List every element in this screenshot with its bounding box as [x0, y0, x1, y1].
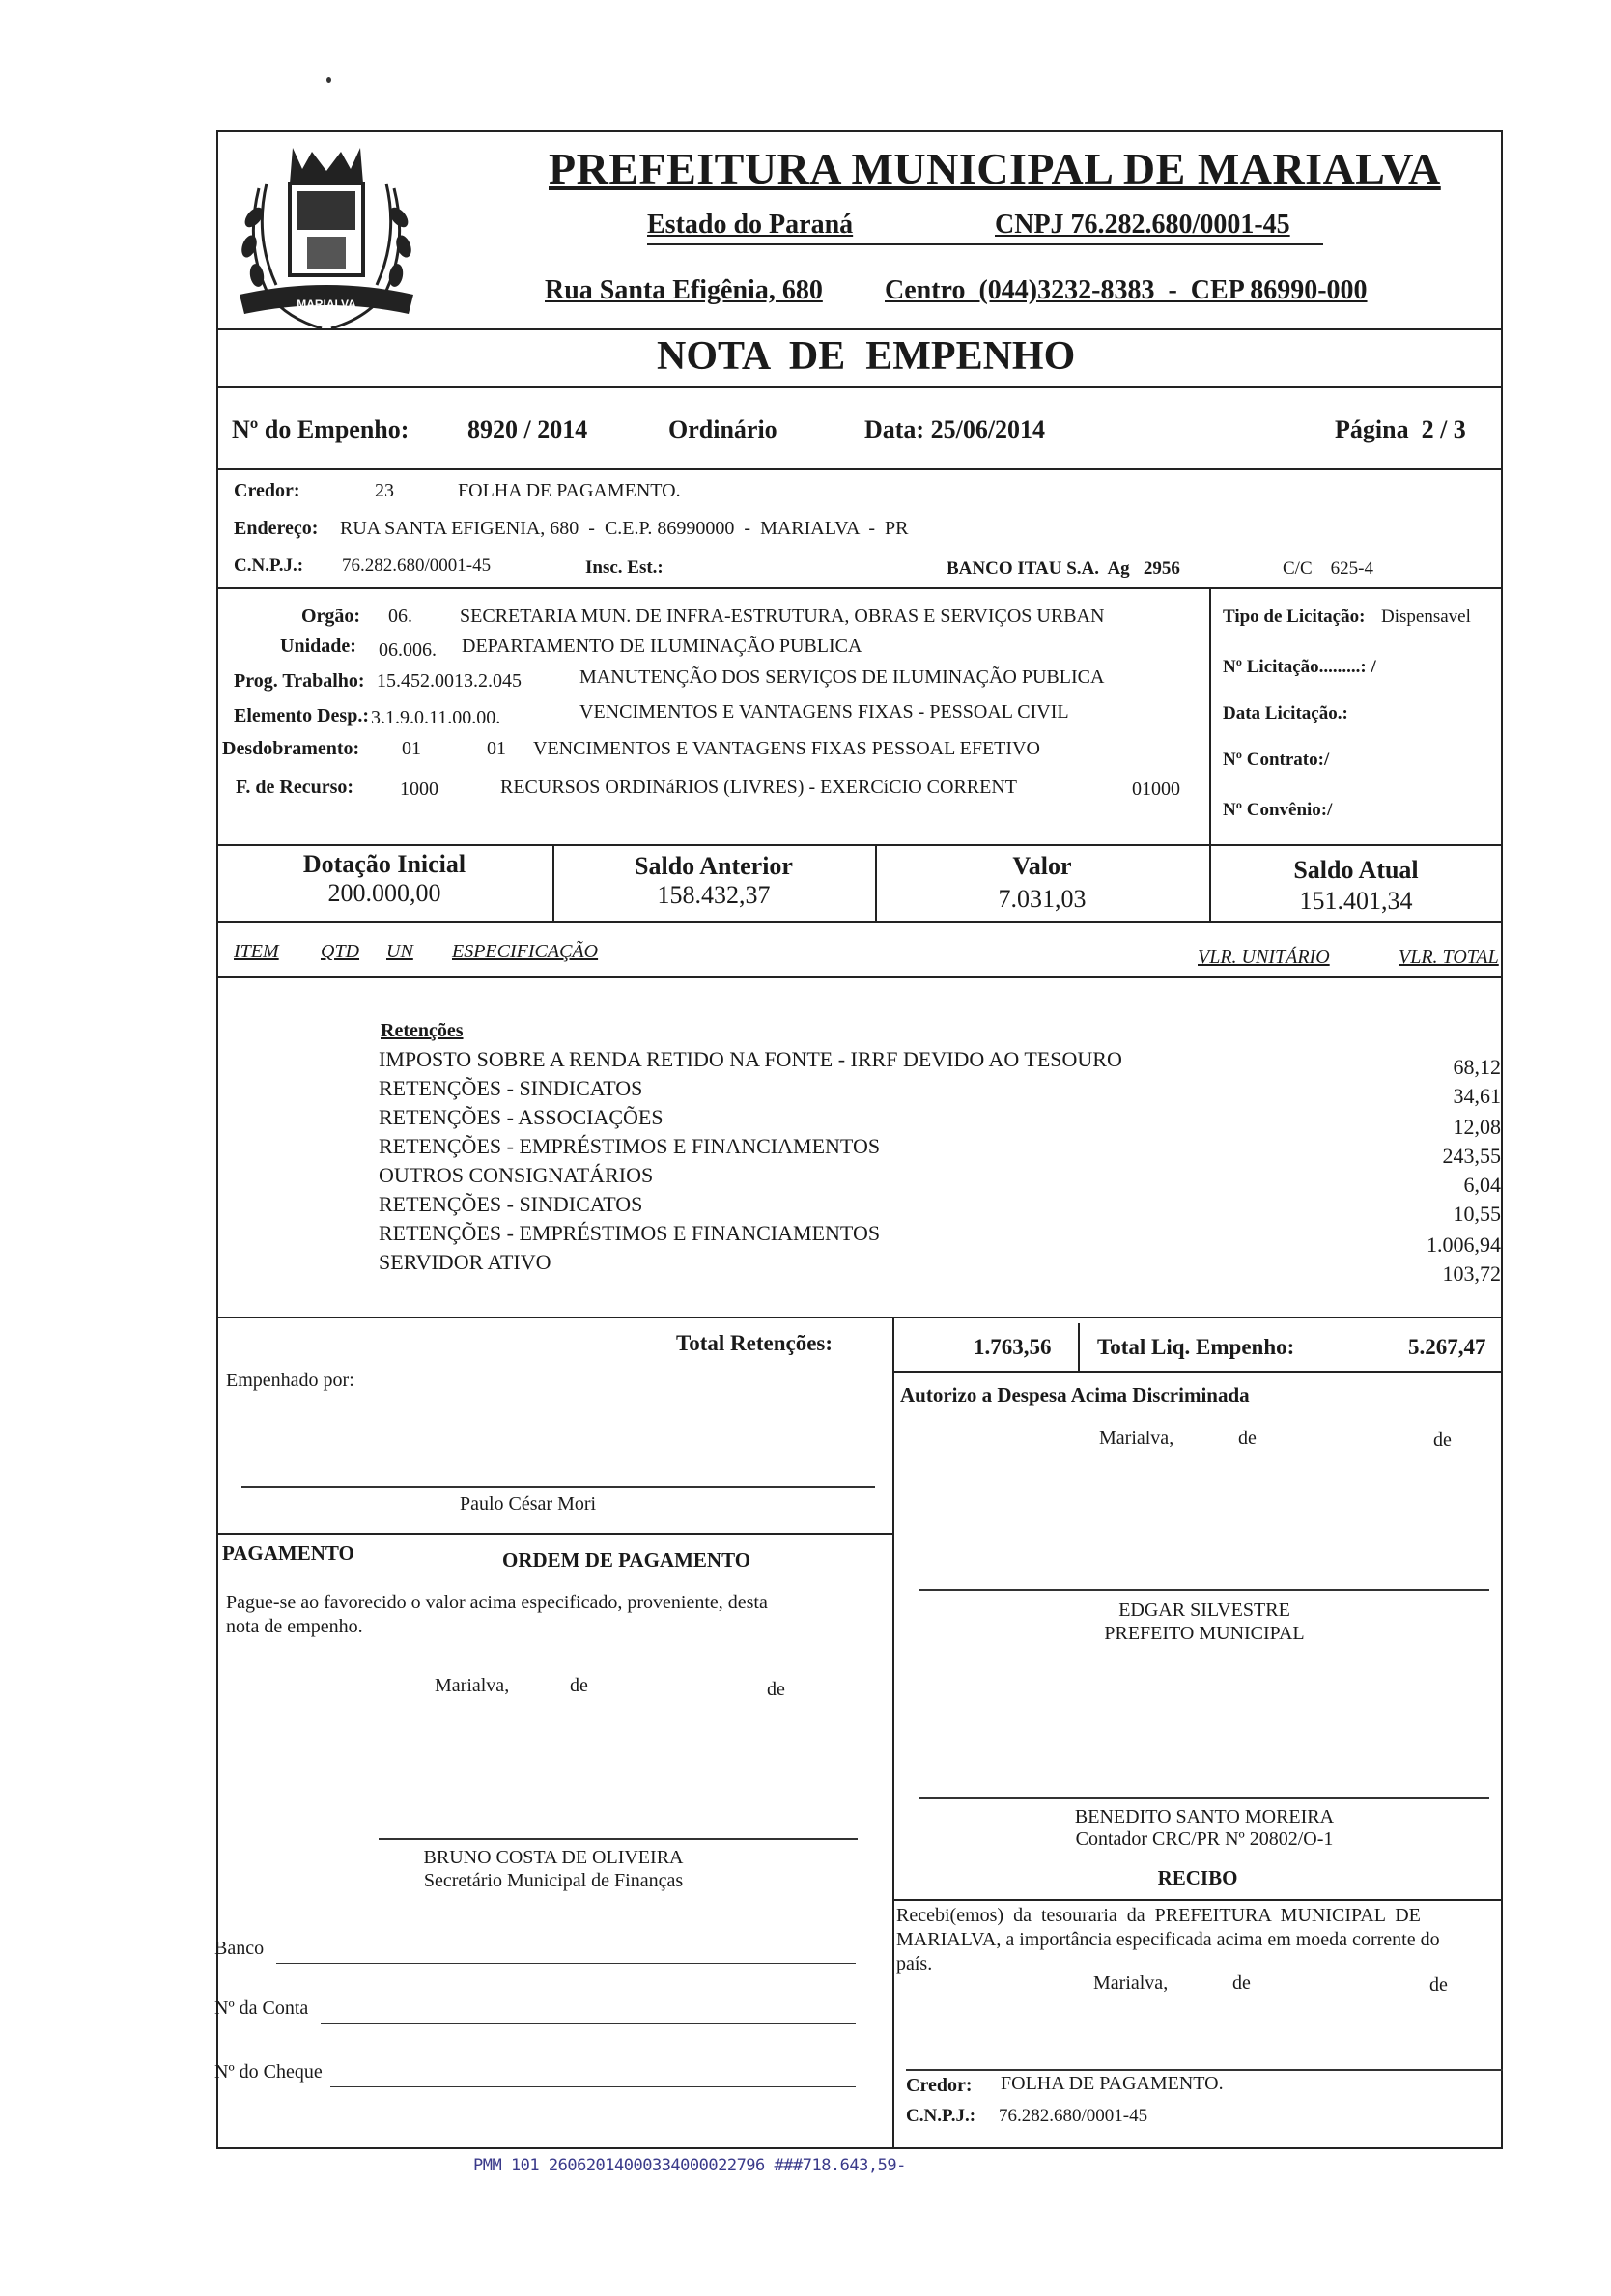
- saldo-anterior-label: Saldo Anterior: [635, 852, 793, 880]
- desdobramento-b: 01: [487, 738, 506, 759]
- ordem-pagamento-label: ORDEM DE PAGAMENTO: [502, 1548, 751, 1572]
- valor-value: 7.031,03: [998, 885, 1087, 913]
- recurso-desc: RECURSOS ORDINáRIOS (LIVRES) - EXERCíCIO CORRENT: [500, 777, 1018, 798]
- retencao-value: 1.006,94: [1427, 1233, 1501, 1257]
- retencoes-title: Retenções: [381, 1020, 464, 1041]
- header-district: Centro (044)3232-8383 - CEP 86990-000: [885, 275, 1368, 305]
- orgao-code: 06.: [388, 606, 412, 627]
- signature-line: [919, 1797, 1489, 1799]
- recurso-label: F. de Recurso:: [236, 777, 354, 798]
- saldo-atual-label: Saldo Atual: [1293, 856, 1419, 884]
- retencao-desc: RETENÇÕES - SINDICATOS: [379, 1076, 643, 1100]
- unidade-label: Unidade:: [280, 636, 356, 657]
- credor-label: Credor:: [234, 480, 300, 501]
- cheque-label: Nº do Cheque: [214, 2061, 323, 2083]
- divider: [216, 921, 1503, 923]
- svg-text:MARIALVA: MARIALVA: [297, 298, 356, 311]
- recibo-text-3: país.: [896, 1953, 933, 1974]
- insc-label: Insc. Est.:: [585, 557, 664, 578]
- doc-title: NOTA DE EMPENHO: [657, 334, 1076, 379]
- signer-paulo: Paulo César Mori: [460, 1493, 597, 1515]
- licitacao-tipo-label: Tipo de Licitação:: [1223, 607, 1366, 627]
- licitacao-numero: Nº Licitação.........: /: [1223, 657, 1376, 677]
- cheque-line: [330, 2086, 856, 2087]
- empenho-type: Ordinário: [668, 415, 777, 443]
- credor-code: 23: [375, 480, 394, 501]
- header-cnpj: CNPJ 76.282.680/0001-45: [995, 210, 1290, 240]
- divider: [216, 1317, 1503, 1318]
- scan-mark: [326, 77, 331, 83]
- signer-edgar: EDGAR SILVESTRE: [1118, 1600, 1290, 1621]
- recurso-code2: 01000: [1132, 779, 1180, 800]
- orgao-desc: SECRETARIA MUN. DE INFRA-ESTRUTURA, OBRAS E SERVIÇOS URBAN: [460, 606, 1105, 627]
- retencao-value: 12,08: [1453, 1115, 1501, 1139]
- divider-vertical: [892, 1317, 894, 1371]
- divider: [216, 976, 1503, 978]
- empenho-date: Data: 25/06/2014: [864, 415, 1046, 443]
- prog-desc: MANUTENÇÃO DOS SERVIÇOS DE ILUMINAÇÃO PUBLICA: [579, 666, 1105, 688]
- banco-line: [276, 1963, 856, 1964]
- recibo-credor-label: Credor:: [906, 2075, 973, 2096]
- signature-line: [919, 1589, 1489, 1591]
- pague-city: Marialva,: [435, 1675, 510, 1696]
- divider: [216, 328, 1503, 330]
- divider: [216, 468, 1503, 470]
- col-qtd: QTD: [321, 941, 360, 962]
- header-title: PREFEITURA MUNICIPAL DE MARIALVA: [549, 144, 1441, 193]
- pague-de-1: de: [570, 1675, 588, 1696]
- banco-label: Banco: [214, 1938, 265, 1959]
- retencao-value: 103,72: [1442, 1261, 1501, 1286]
- dotacao-inicial-value: 200.000,00: [327, 879, 441, 907]
- retencao-desc: RETENÇÕES - EMPRÉSTIMOS E FINANCIAMENTOS: [379, 1134, 881, 1158]
- col-vlr-unitario: VLR. UNITÁRIO: [1198, 947, 1330, 968]
- retencao-value: 243,55: [1442, 1144, 1501, 1168]
- retencao-desc: IMPOSTO SOBRE A RENDA RETIDO NA FONTE - IRRF DEVIDO AO TESOURO: [379, 1047, 1122, 1071]
- banco-value: BANCO ITAU S.A. Ag 2956: [947, 558, 1180, 579]
- signer-contador: Contador CRC/PR Nº 20802/O-1: [1075, 1828, 1334, 1850]
- retencao-desc: RETENÇÕES - SINDICATOS: [379, 1192, 643, 1216]
- autorizo-city: Marialva,: [1099, 1428, 1174, 1449]
- signer-secretario: Secretário Municipal de Finanças: [423, 1870, 684, 1891]
- cnpj-label: C.N.P.J.:: [234, 555, 304, 576]
- pague-text-2: nota de empenho.: [226, 1616, 363, 1637]
- signer-prefeito: PREFEITO MUNICIPAL: [1104, 1623, 1305, 1644]
- retencao-value: 68,12: [1453, 1055, 1501, 1079]
- footer-code: PMM 101 26062014000334000022796 ###718.643,59-: [473, 2156, 906, 2175]
- empenhado-por-label: Empenhado por:: [226, 1370, 354, 1391]
- retencao-value: 6,04: [1463, 1173, 1501, 1197]
- divider: [216, 587, 1503, 589]
- recurso-code: 1000: [400, 779, 438, 800]
- autorizo-de-1: de: [1238, 1428, 1257, 1449]
- divider-vertical: [1209, 587, 1211, 844]
- divider: [216, 1533, 893, 1535]
- recibo-title: RECIBO: [1157, 1866, 1238, 1889]
- empenho-number: 8920 / 2014: [467, 415, 588, 443]
- saldo-atual-value: 151.401,34: [1299, 887, 1413, 915]
- unidade-desc: DEPARTAMENTO DE ILUMINAÇÃO PUBLICA: [462, 636, 862, 657]
- coat-of-arms-icon: [230, 130, 423, 338]
- total-liquido-value: 5.267,47: [1408, 1335, 1486, 1359]
- recibo-de-2: de: [1429, 1974, 1448, 1996]
- total-liquido-label: Total Liq. Empenho:: [1097, 1335, 1295, 1359]
- recibo-text-2: MARIALVA, a importância especificada acima em moeda corrente do: [896, 1929, 1440, 1950]
- licitacao-convenio: Nº Convênio:/: [1223, 800, 1333, 820]
- recibo-text-1: Recebi(emos) da tesouraria da PREFEITURA MUNICIPAL DE: [896, 1905, 1421, 1926]
- header-address: Rua Santa Efigênia, 680: [545, 275, 823, 305]
- empenho-label: Nº do Empenho:: [232, 415, 410, 443]
- cnpj-value: 76.282.680/0001-45: [342, 555, 492, 576]
- orgao-label: Orgão:: [301, 606, 361, 627]
- autorizo-de-2: de: [1433, 1430, 1452, 1451]
- divider: [892, 1371, 1503, 1373]
- retencao-value: 34,61: [1453, 1084, 1501, 1108]
- col-especificacao: ESPECIFICAÇÃO: [452, 941, 599, 962]
- saldo-anterior-value: 158.432,37: [657, 881, 771, 909]
- col-vlr-total: VLR. TOTAL: [1399, 947, 1499, 968]
- signer-benedito: BENEDITO SANTO MOREIRA: [1074, 1806, 1335, 1828]
- header-state: Estado do Paraná: [647, 210, 854, 240]
- autorizo-label: Autorizo a Despesa Acima Discriminada: [900, 1383, 1250, 1406]
- cc-value: C/C 625-4: [1283, 558, 1373, 579]
- retencao-desc: RETENÇÕES - EMPRÉSTIMOS E FINANCIAMENTOS: [379, 1221, 881, 1245]
- header-underline: [647, 243, 1323, 245]
- signature-line: [379, 1838, 858, 1840]
- recibo-cnpj-value: 76.282.680/0001-45: [999, 2106, 1148, 2126]
- divider: [216, 386, 1503, 388]
- divider-vertical: [1078, 1323, 1080, 1371]
- endereco-label: Endereço:: [234, 518, 319, 539]
- divider-vertical: [892, 1371, 894, 1533]
- recibo-city: Marialva,: [1093, 1972, 1169, 1994]
- signature-line: [906, 2069, 1503, 2071]
- credor-name: FOLHA DE PAGAMENTO.: [458, 480, 681, 501]
- licitacao-contrato: Nº Contrato:/: [1223, 750, 1330, 770]
- total-retencoes-value: 1.763,56: [974, 1335, 1052, 1359]
- prog-code: 15.452.0013.2.045: [377, 670, 522, 692]
- valor-label: Valor: [1012, 852, 1072, 880]
- desdobramento-a: 01: [402, 738, 421, 759]
- signature-line: [241, 1486, 875, 1488]
- divider: [892, 1899, 1503, 1901]
- conta-label: Nº da Conta: [214, 1998, 309, 2019]
- desdobramento-desc: VENCIMENTOS E VANTAGENS FIXAS PESSOAL EFETIVO: [533, 738, 1040, 759]
- divider-vertical: [892, 1533, 894, 2149]
- endereco-value: RUA SANTA EFIGENIA, 680 - C.E.P. 86990000 - MARIALVA - PR: [340, 518, 909, 539]
- elemento-code: 3.1.9.0.11.00.00.: [371, 707, 501, 728]
- prog-label: Prog. Trabalho:: [234, 670, 365, 692]
- unidade-code: 06.006.: [379, 639, 437, 661]
- pagamento-label: PAGAMENTO: [222, 1542, 354, 1565]
- signer-bruno: BRUNO COSTA DE OLIVEIRA: [423, 1847, 684, 1868]
- dotacao-inicial-label: Dotação Inicial: [302, 850, 466, 878]
- elemento-label: Elemento Desp.:: [234, 705, 369, 726]
- retencao-desc: SERVIDOR ATIVO: [379, 1250, 551, 1274]
- licitacao-data: Data Licitação.:: [1223, 703, 1348, 723]
- recibo-de-1: de: [1232, 1972, 1251, 1994]
- retencao-desc: OUTROS CONSIGNATÁRIOS: [379, 1163, 654, 1187]
- total-retencoes-label: Total Retenções:: [676, 1331, 834, 1355]
- page-number: Página 2 / 3: [1335, 415, 1466, 443]
- conta-line: [321, 2023, 856, 2024]
- licitacao-tipo-value: Dispensavel: [1381, 607, 1471, 627]
- retencao-value: 10,55: [1453, 1202, 1501, 1226]
- recibo-credor-name: FOLHA DE PAGAMENTO.: [1001, 2073, 1224, 2094]
- retencao-desc: RETENÇÕES - ASSOCIAÇÕES: [379, 1105, 664, 1129]
- pague-text-1: Pague-se ao favorecido o valor acima especificado, proveniente, desta: [226, 1592, 768, 1613]
- recibo-cnpj-label: C.N.P.J.:: [906, 2106, 976, 2126]
- col-item: ITEM: [234, 941, 279, 962]
- col-un: UN: [386, 941, 413, 962]
- desdobramento-label: Desdobramento:: [222, 738, 360, 759]
- elemento-desc: VENCIMENTOS E VANTAGENS FIXAS - PESSOAL CIVIL: [579, 701, 1069, 723]
- divider: [216, 844, 1503, 846]
- pague-de-2: de: [767, 1679, 785, 1700]
